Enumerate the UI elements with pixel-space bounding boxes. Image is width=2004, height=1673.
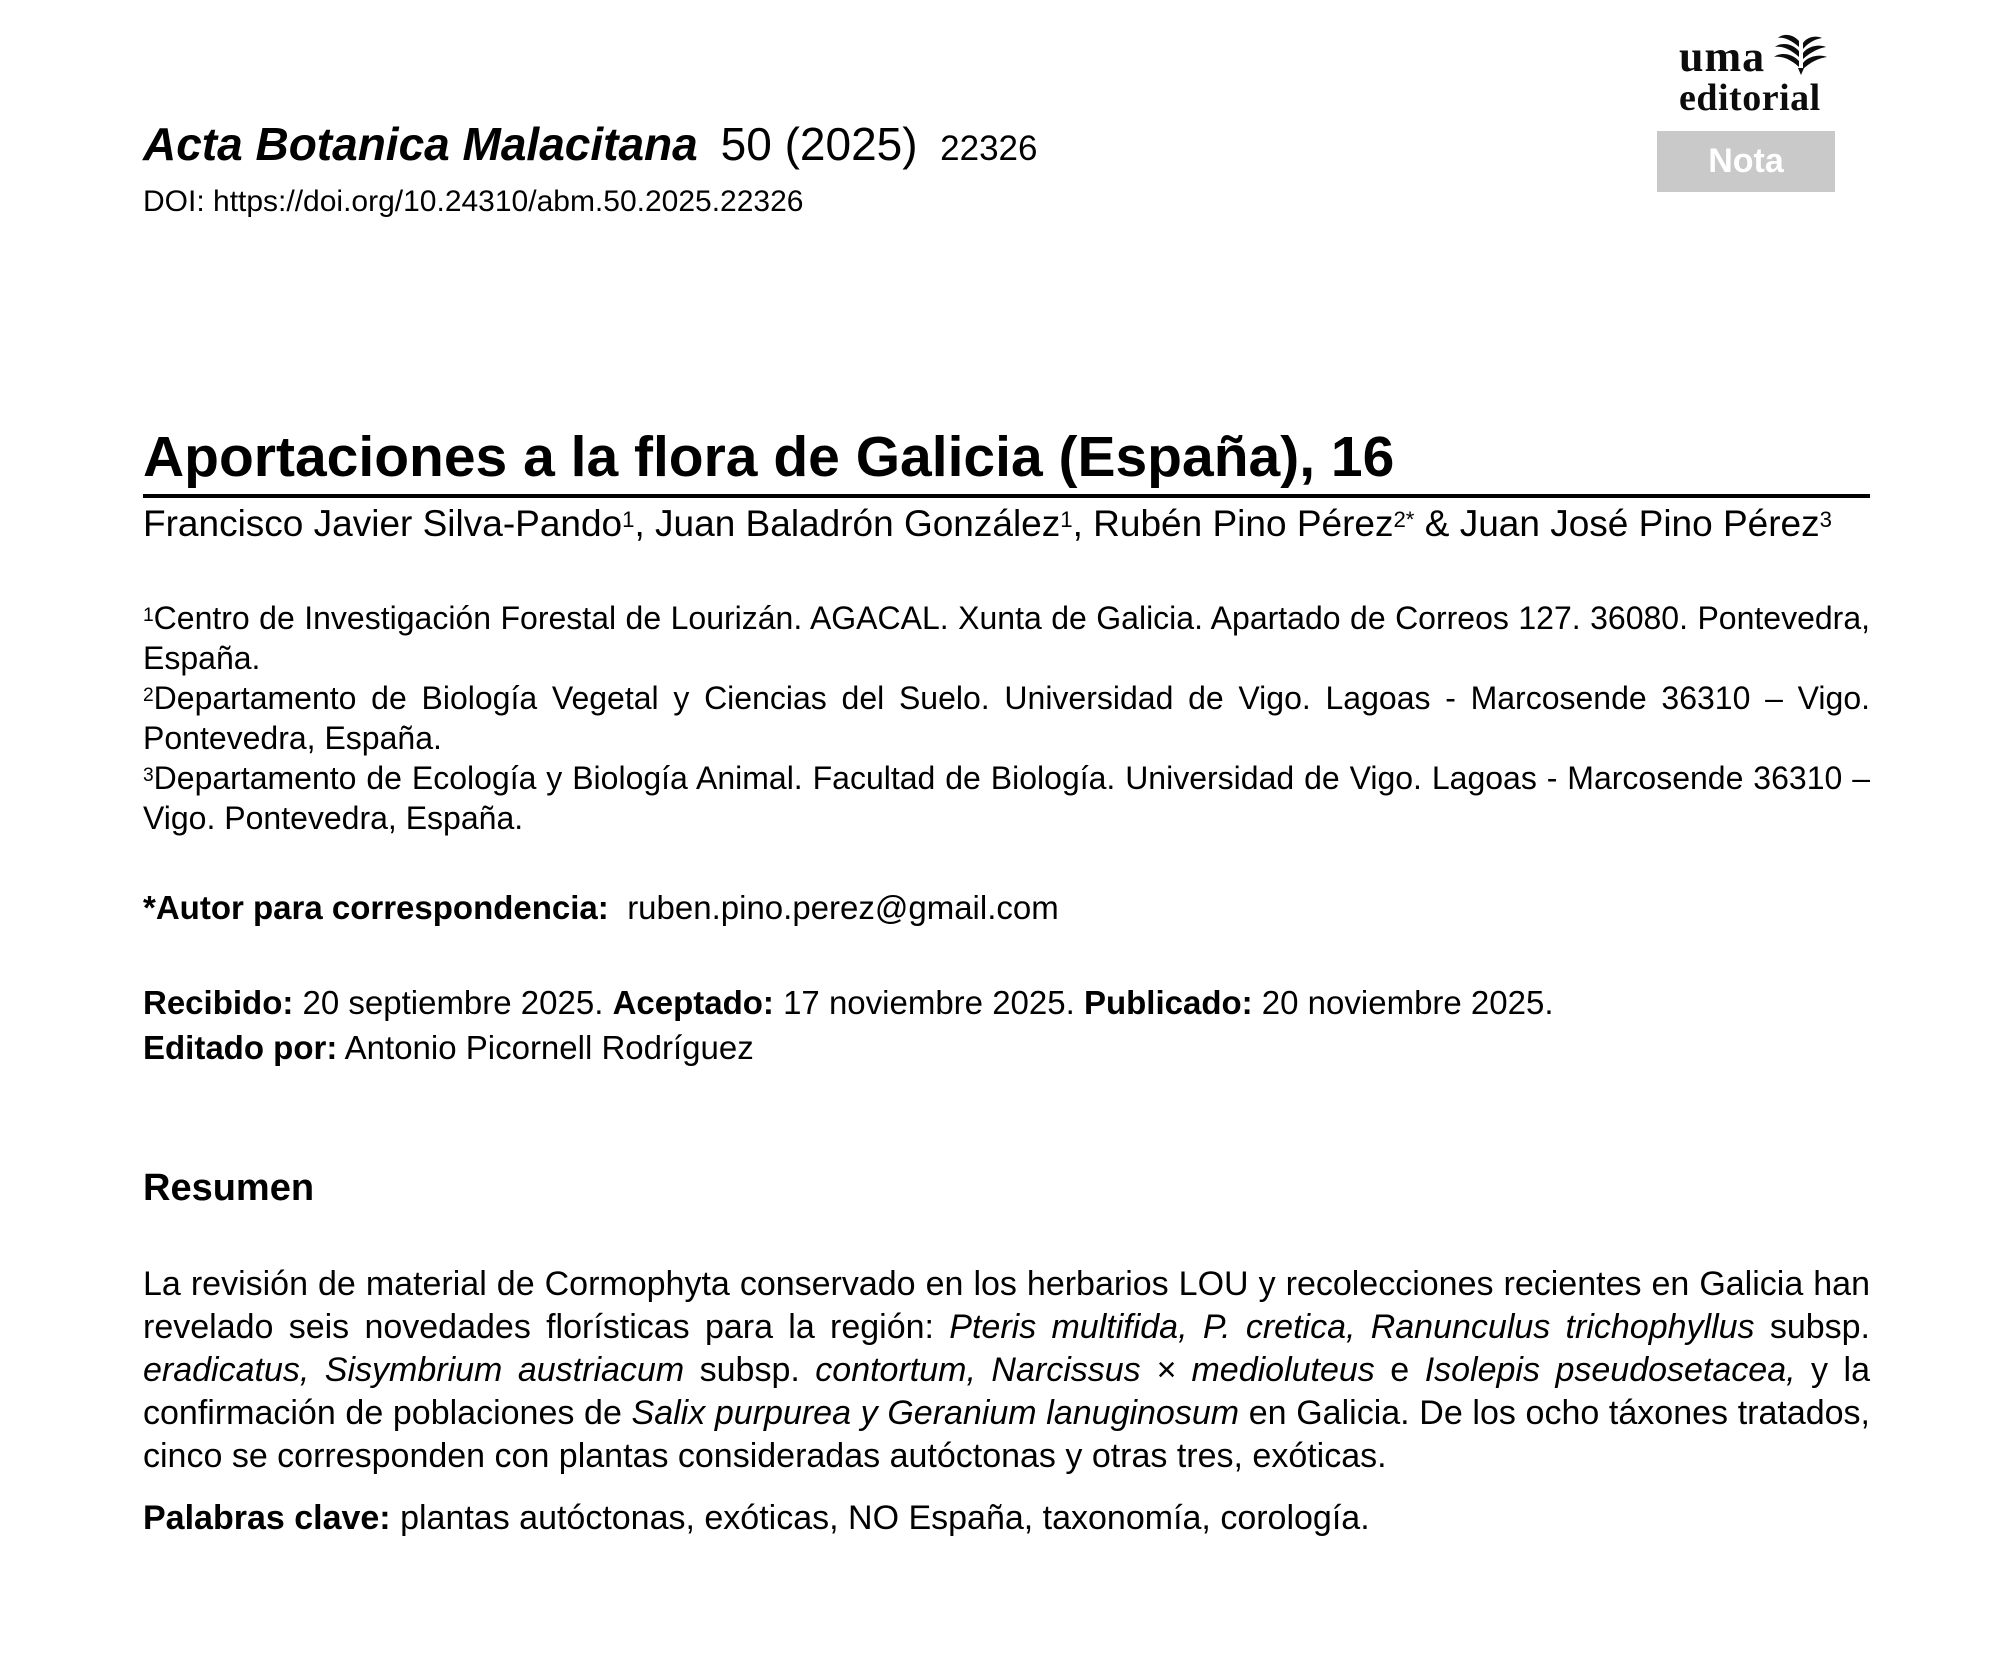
affiliation-2 [143, 678, 1870, 758]
text-segment: & Juan José Pino Pérez [1414, 503, 1820, 544]
uma-editorial-logo [1679, 30, 1835, 117]
text-segment: Isolepis pseudosetacea, [1424, 1351, 1796, 1389]
text-segment: Publicado: [1083, 984, 1253, 1021]
text-segment: contortum, Narcissus × medioluteus [815, 1351, 1375, 1389]
keywords-line [143, 1496, 1870, 1540]
text-segment: Centro de Investigación Forestal de Lourizán. AGACAL. Xunta de Galicia. Apartado de Correos 127. 36080. Pontevedra, España. [143, 600, 1870, 676]
text-segment: 2* [1393, 506, 1415, 532]
text-segment: subsp. [684, 1351, 816, 1389]
text-segment: Palabras clave: [143, 1499, 391, 1537]
text-segment: Antonio Picornell Rodríguez [337, 1029, 754, 1066]
text-segment: Francisco Javier Silva-Pando [143, 503, 623, 544]
text-segment: 17 noviembre 2025. [773, 984, 1084, 1021]
text-segment: 2 [143, 684, 154, 706]
text-segment: 20 noviembre 2025. [1252, 984, 1554, 1021]
text-segment: en Galicia. De los ocho táxones tratados, cinco se corresponden con plantas consideradas autóctonas y otras tres, exóticas. [143, 1394, 1870, 1475]
affiliation-1 [143, 598, 1870, 678]
correspondence-label: *Autor para correspondencia: [143, 889, 609, 926]
affiliation-3 [143, 758, 1870, 838]
article-front-matter [143, 424, 1870, 1540]
text-segment: , Rubén Pino Pérez [1072, 503, 1394, 544]
publisher-block [1657, 30, 1835, 192]
text-segment: y la confirmación de poblaciones de [143, 1351, 1870, 1432]
text-segment: 3 [143, 764, 154, 786]
logo-text-uma: uma [1679, 31, 1766, 81]
affiliations-block [143, 598, 1870, 838]
text-segment: 20 septiembre 2025. [293, 984, 613, 1021]
dates-line [143, 980, 1870, 1025]
page-header [143, 31, 1870, 221]
text-segment: Editado por: [143, 1029, 338, 1066]
text-segment: 1 [1060, 506, 1073, 532]
text-segment: e [1374, 1351, 1425, 1389]
logo-text-editorial: editorial [1679, 77, 1821, 119]
logo-row [1679, 30, 1835, 81]
text-segment: Pteris multifida, P. cretica, Ranunculus trichophyllus [949, 1308, 1755, 1346]
edited-by-line [143, 1025, 1870, 1070]
journal-name: Acta Botanica Malacitana [143, 118, 698, 170]
text-segment: subsp. [1754, 1308, 1871, 1346]
text-segment: Salix purpurea y Geranium lanuginosum [631, 1394, 1240, 1432]
journal-block [143, 118, 1870, 221]
text-segment: Aceptado: [612, 984, 774, 1021]
correspondence-email[interactable]: ruben.pino.perez@gmail.com [627, 889, 1059, 926]
text-segment: La revisión de material de Cormophyta conservado en los herbarios LOU y recolecciones recientes en Galicia han revelado seis novedades florísticas para la región: [143, 1265, 1870, 1346]
text-segment: eradicatus, Sisymbrium austriacum [143, 1351, 685, 1389]
article-title: Aportaciones a la flora de Galicia (España), 16 [143, 424, 1870, 498]
text-segment: Recibido: [143, 984, 294, 1021]
abstract-heading: Resumen [143, 1167, 315, 1209]
open-book-icon [1774, 30, 1828, 75]
article-type-badge: Nota [1657, 131, 1835, 192]
text-segment: 1 [622, 506, 635, 532]
authors-line [143, 502, 1870, 546]
doi-link[interactable]: DOI: https://doi.org/10.24310/abm.50.2025.22326 [143, 185, 804, 218]
article-number: 22326 [940, 129, 1038, 168]
journal-volume-year: 50 (2025) [720, 118, 918, 170]
correspondence-line [143, 886, 1870, 930]
journal-line [143, 118, 1870, 175]
text-segment: , Juan Baladrón González [634, 503, 1061, 544]
text-segment: Departamento de Ecología y Biología Animal. Facultad de Biología. Universidad de Vigo. Lagoas - Marcosende 36310 – Vigo. Pontevedra, España. [143, 760, 1870, 836]
text-segment: 1 [143, 604, 154, 626]
text-segment: plantas autóctonas, exóticas, NO España, taxonomía, corología. [390, 1499, 1370, 1537]
text-segment: 3 [1819, 506, 1832, 532]
abstract-text [143, 1263, 1870, 1478]
text-segment: Departamento de Biología Vegetal y Ciencias del Suelo. Universidad de Vigo. Lagoas - Marcosende 36310 – Vigo. Pontevedra, España. [143, 680, 1870, 756]
